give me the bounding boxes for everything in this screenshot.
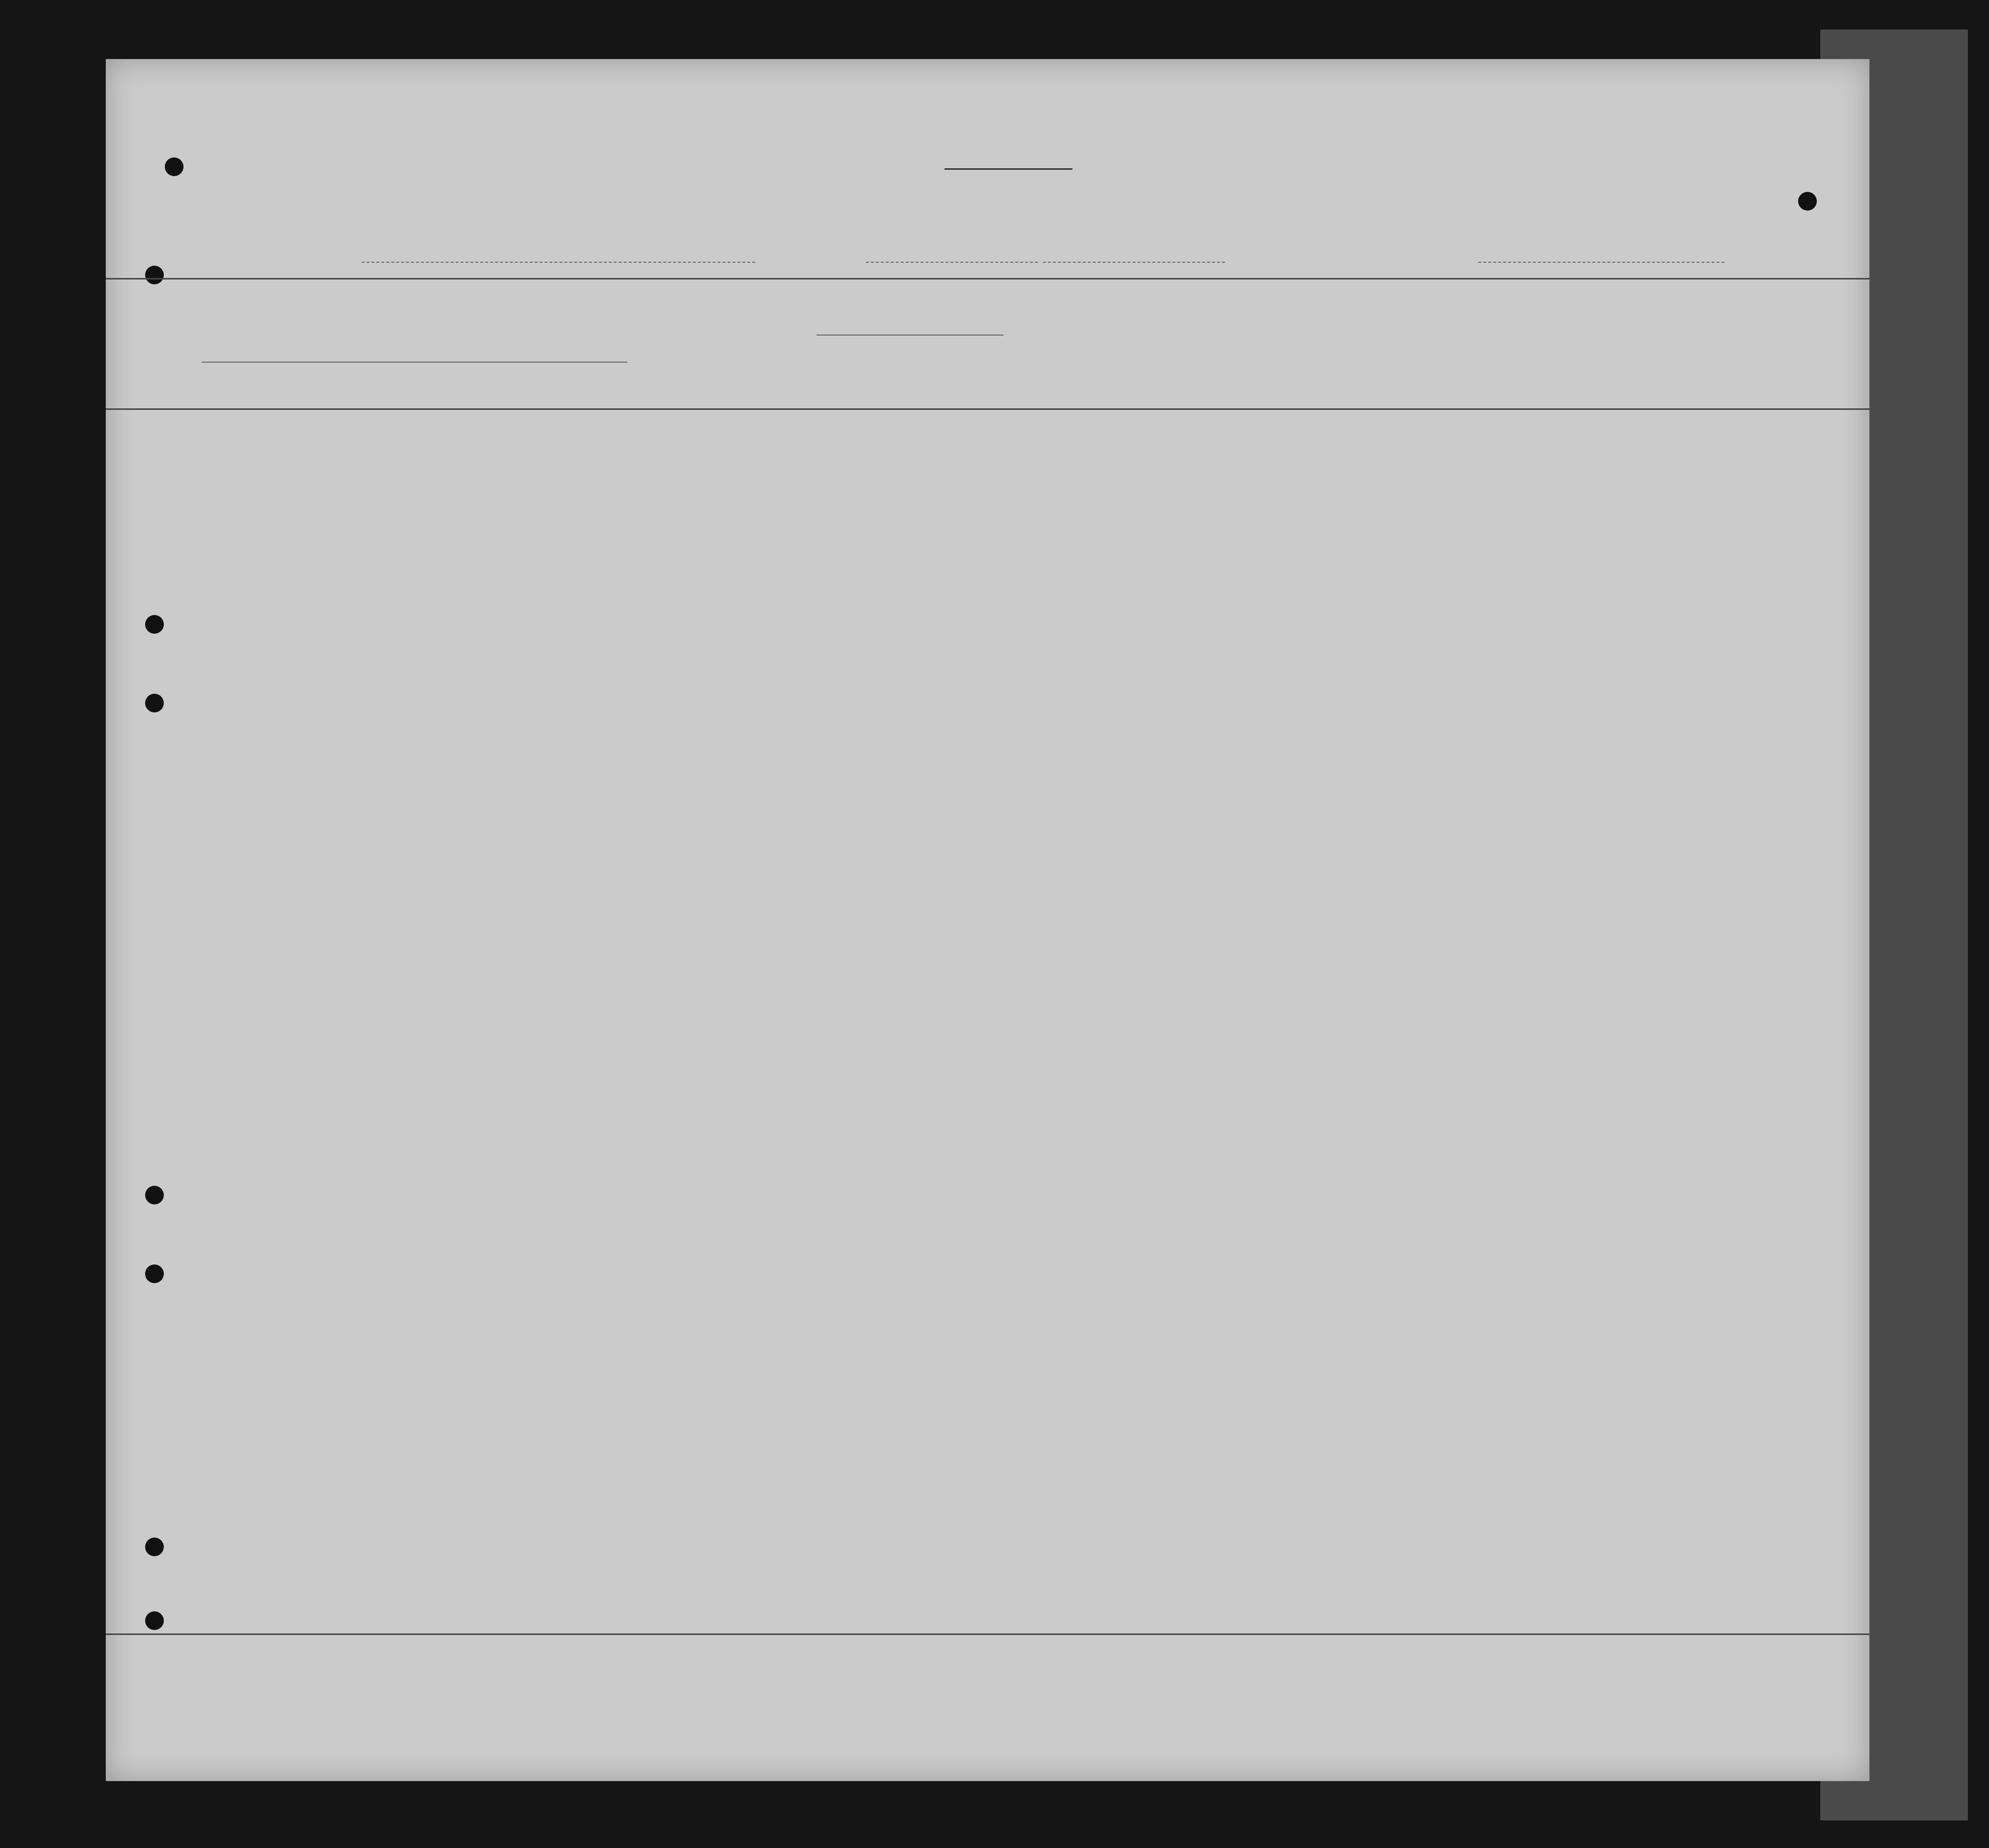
manifest-sheet (106, 59, 1869, 1781)
col1-header (155, 287, 202, 292)
table-bottom-border (106, 1633, 1869, 1635)
col4-label (726, 287, 817, 297)
crew-table (106, 278, 1869, 1705)
punch-hole (165, 157, 184, 176)
col2-header (202, 287, 627, 302)
col1-label (155, 287, 202, 292)
table-top-border (106, 278, 1869, 279)
punch-hole (1798, 192, 1817, 211)
shipped-subheader-rule (817, 335, 1004, 336)
col3-header (627, 287, 726, 299)
vessel-rule (362, 262, 755, 263)
col4-header (726, 287, 817, 297)
date-rule (1043, 262, 1225, 263)
header-bottom-border (106, 408, 1869, 410)
title-rule (945, 168, 1072, 170)
col3-label (627, 287, 726, 299)
col2-label (202, 287, 627, 302)
from-port-rule (1478, 262, 1724, 263)
port-rule (866, 262, 1038, 263)
name-subheader-rule (202, 362, 627, 363)
